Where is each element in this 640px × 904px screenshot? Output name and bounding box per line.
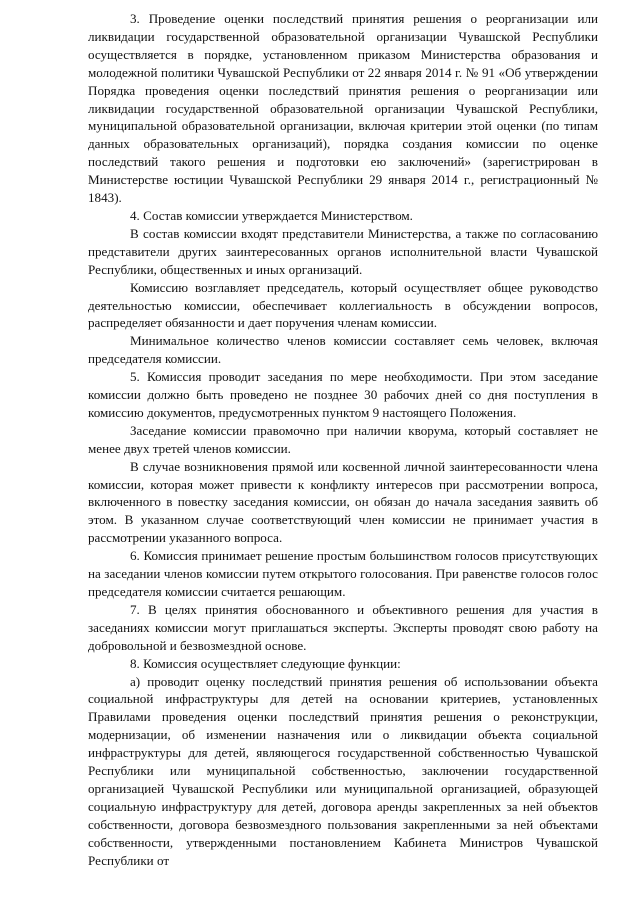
paragraph-quorum: Заседание комиссии правомочно при наличии кворума, который составляет не менее двух третей членов комиссии. bbox=[88, 422, 598, 456]
paragraph-chairman: Комиссию возглавляет председатель, который осуществляет общее руководство деятельностью комиссии, обеспечивает коллегиальность в обсуждении вопросов, распределяет обязанности и дает поручения членам комиссии. bbox=[88, 279, 598, 331]
paragraph-item-8a: а) проводит оценку последствий принятия решения об использовании объекта социальной инфраструктуры для детей на основании критериев, установленных Правилами проведения оценки последствий принятия решения о реконструкции, модернизации, об изменении назначения или о ликвидации объекта социальной инфраструктуры для детей, являющегося государственной собственностью Чувашской Республики или муниципальной собственностью, заключении государственной организацией Чувашской Республики или муниципальной организацией, образующей социальную инфраструктуру для детей, договора аренды закрепленных за ней объектов собственности, договора безвозмездного пользования закрепленными за ней объектами собственности, утвержденными постановлением Кабинета Министров Чувашской Республики от bbox=[88, 673, 598, 868]
paragraph-commission-members: В состав комиссии входят представители Министерства, а также по согласованию представители других заинтересованных органов исполнительной власти Чувашской Республики, общественных и иных организаций. bbox=[88, 225, 598, 277]
paragraph-item-3: 3. Проведение оценки последствий принятия решения о реорганизации или ликвидации государственной образовательной организации Чувашской Республики осуществляется в порядке, установленном приказом Министерства образования и молодежной политики Чувашской Республики от 22 января 2014 г. № 91 «Об утверждении Порядка проведения оценки последствий принятия решения о реорганизации или ликвидации государственной образовательной организации Чувашской Республики, муниципальной образовательной организации, включая критерии этой оценки (по типам данных образовательных организаций), порядка создания комиссии по оценке последствий такого решения и подготовки ею заключений» (зарегистрирован в Министерстве юстиции Чувашской Республики 29 января 2014 г., регистрационный № 1843). bbox=[88, 11, 598, 206]
paragraph-item-4: 4. Состав комиссии утверждается Министерством. bbox=[130, 207, 413, 223]
paragraph-item-8: 8. Комиссия осуществляет следующие функции: bbox=[130, 655, 401, 671]
document-body bbox=[88, 10, 598, 870]
paragraph-conflict-of-interest: В случае возникновения прямой или косвенной личной заинтересованности члена комиссии, которая может привести к конфликту интересов при рассмотрении вопроса, включенного в повестку заседания комиссии, он обязан до начала заседания заявить об этом. В указанном случае соответствующий член комиссии не принимает участия в рассмотрении указанного вопроса. bbox=[88, 458, 598, 546]
paragraph-item-5: 5. Комиссия проводит заседания по мере необходимости. При этом заседание комиссии должно быть проведено не позднее 30 рабочих дней со дня поступления в комиссию документов, предусмотренных пунктом 9 настоящего Положения. bbox=[88, 369, 598, 420]
paragraph-item-7: 7. В целях принятия обоснованного и объективного решения для участия в заседаниях комиссии могут приглашаться эксперты. Эксперты проводят свою работу на добровольной и безвозмездной основе. bbox=[88, 601, 598, 653]
paragraph-minimum-members: Минимальное количество членов комиссии составляет семь человек, включая председателя комиссии. bbox=[88, 333, 598, 367]
paragraph-item-6: 6. Комиссия принимает решение простым большинством голосов присутствующих на заседании членов комиссии путем открытого голосования. При равенстве голосов голос председателя комиссии считается решающим. bbox=[88, 548, 598, 599]
